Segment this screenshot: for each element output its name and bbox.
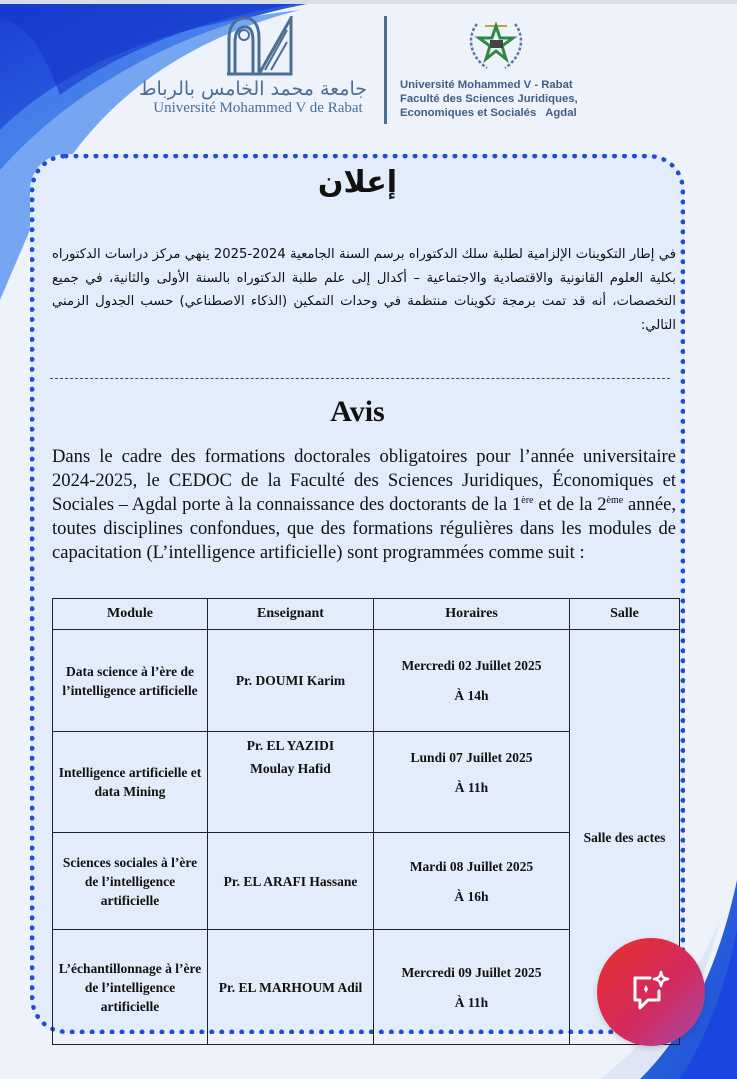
session-date: Mercredi 09 Juillet 2025 bbox=[401, 964, 542, 980]
column-header-room: Salle bbox=[570, 599, 680, 630]
table-header-row bbox=[53, 599, 680, 630]
module-cell: Data science à l’ère de l’intelligence artificielle bbox=[53, 630, 208, 732]
session-date: Mardi 08 Juillet 2025 bbox=[409, 858, 534, 874]
notice-title-french: Avis bbox=[330, 395, 385, 428]
teacher-cell: Pr. EL MARHOUM Adil bbox=[208, 930, 374, 1045]
schedule-cell bbox=[374, 930, 570, 1045]
top-bar bbox=[0, 0, 737, 4]
session-date: Lundi 07 Juillet 2025 bbox=[410, 750, 533, 765]
university-name-french: Université Mohammed V de Rabat bbox=[153, 100, 363, 116]
text-segment: année, toutes disciplines confondues, que des formations régulières dans les modules de capacitation (L’intelligence artificielle) sont programmées comme suit : bbox=[52, 494, 677, 563]
university-name-arabic: جامعة محمد الخامس بالرباط bbox=[138, 78, 368, 100]
session-time: À 16h bbox=[454, 888, 489, 904]
column-header-schedule: Horaires bbox=[374, 599, 570, 630]
text-segment: et de la 2 bbox=[533, 494, 607, 515]
teacher-name-line: Moulay Hafid bbox=[250, 761, 331, 776]
faculty-line: Université Mohammed V - Rabat bbox=[400, 79, 573, 91]
session-time: À 11h bbox=[454, 994, 489, 1010]
faculty-line: Faculté des Sciences Juridiques, bbox=[400, 93, 578, 105]
session-date: Mercredi 02 Juillet 2025 bbox=[401, 658, 542, 673]
superscript: ère bbox=[521, 495, 534, 506]
notice-paragraph-arabic: في إطار التكوينات الإلزامية لطلبة سلك الدكتوراه برسم السنة الجامعية 2024-2025 ينهي مركز دراسات الدكتوراه بكلية العلوم القانونية والاقتصادية والاجتماعية – أكدال إلى علم طلبة الدكتوراه بالسنة الأولى والثانية، في جميع التخصصات، أنه قد تمت برمجة تكوينات منتظمة في وحدات التمكين (الذكاء الاصطناعي) حسب الجدول الزمني التالي: bbox=[52, 247, 677, 333]
schedule-cell bbox=[374, 630, 570, 732]
notice-paragraph-french bbox=[52, 445, 676, 565]
teacher-cell bbox=[208, 732, 374, 833]
faculty-emblem-icon bbox=[465, 14, 527, 74]
session-time: À 11h bbox=[454, 780, 489, 795]
notice-card bbox=[30, 154, 685, 1034]
header bbox=[120, 8, 620, 123]
schedule-cell bbox=[374, 833, 570, 930]
column-header-module: Module bbox=[53, 599, 208, 630]
superscript: ème bbox=[606, 495, 624, 506]
teacher-cell: Pr. EL ARAFI Hassane bbox=[208, 833, 374, 930]
section-separator bbox=[50, 378, 670, 379]
faculty-line: Economiques et Socialés Agdal bbox=[400, 107, 577, 119]
ai-chat-button[interactable] bbox=[597, 938, 705, 1046]
module-cell: Intelligence artificielle et data Mining bbox=[53, 732, 208, 833]
notice-title-arabic: إعلان bbox=[317, 165, 398, 200]
table-row bbox=[53, 630, 680, 732]
schedule-cell bbox=[374, 732, 570, 833]
module-cell: L’échantillonnage à l’ère de l’intelligence artificielle bbox=[53, 930, 208, 1045]
module-cell: Sciences sociales à l’ère de l’intelligence artificielle bbox=[53, 833, 208, 930]
column-header-teacher: Enseignant bbox=[208, 599, 374, 630]
text-segment: Dans le cadre des formations doctorales obligatoires pour l’année universitaire 2024-2025, le CEDOC de la Faculté des Sciences Juridiques, Économiques et Sociales – Agdal porte à la connaissance des doctorants de la 1 bbox=[52, 446, 676, 515]
header-divider bbox=[384, 16, 387, 124]
teacher-cell: Pr. DOUMI Karim bbox=[208, 630, 374, 732]
schedule-table bbox=[52, 598, 680, 1045]
university-logo-icon bbox=[225, 16, 293, 76]
room-cell: Salle des actes bbox=[570, 630, 680, 1045]
teacher-name-line: Pr. EL YAZIDI bbox=[246, 738, 335, 753]
faculty-name bbox=[400, 78, 620, 120]
ai-chat-sparkle-icon bbox=[628, 969, 674, 1015]
session-time: À 14h bbox=[454, 688, 489, 703]
